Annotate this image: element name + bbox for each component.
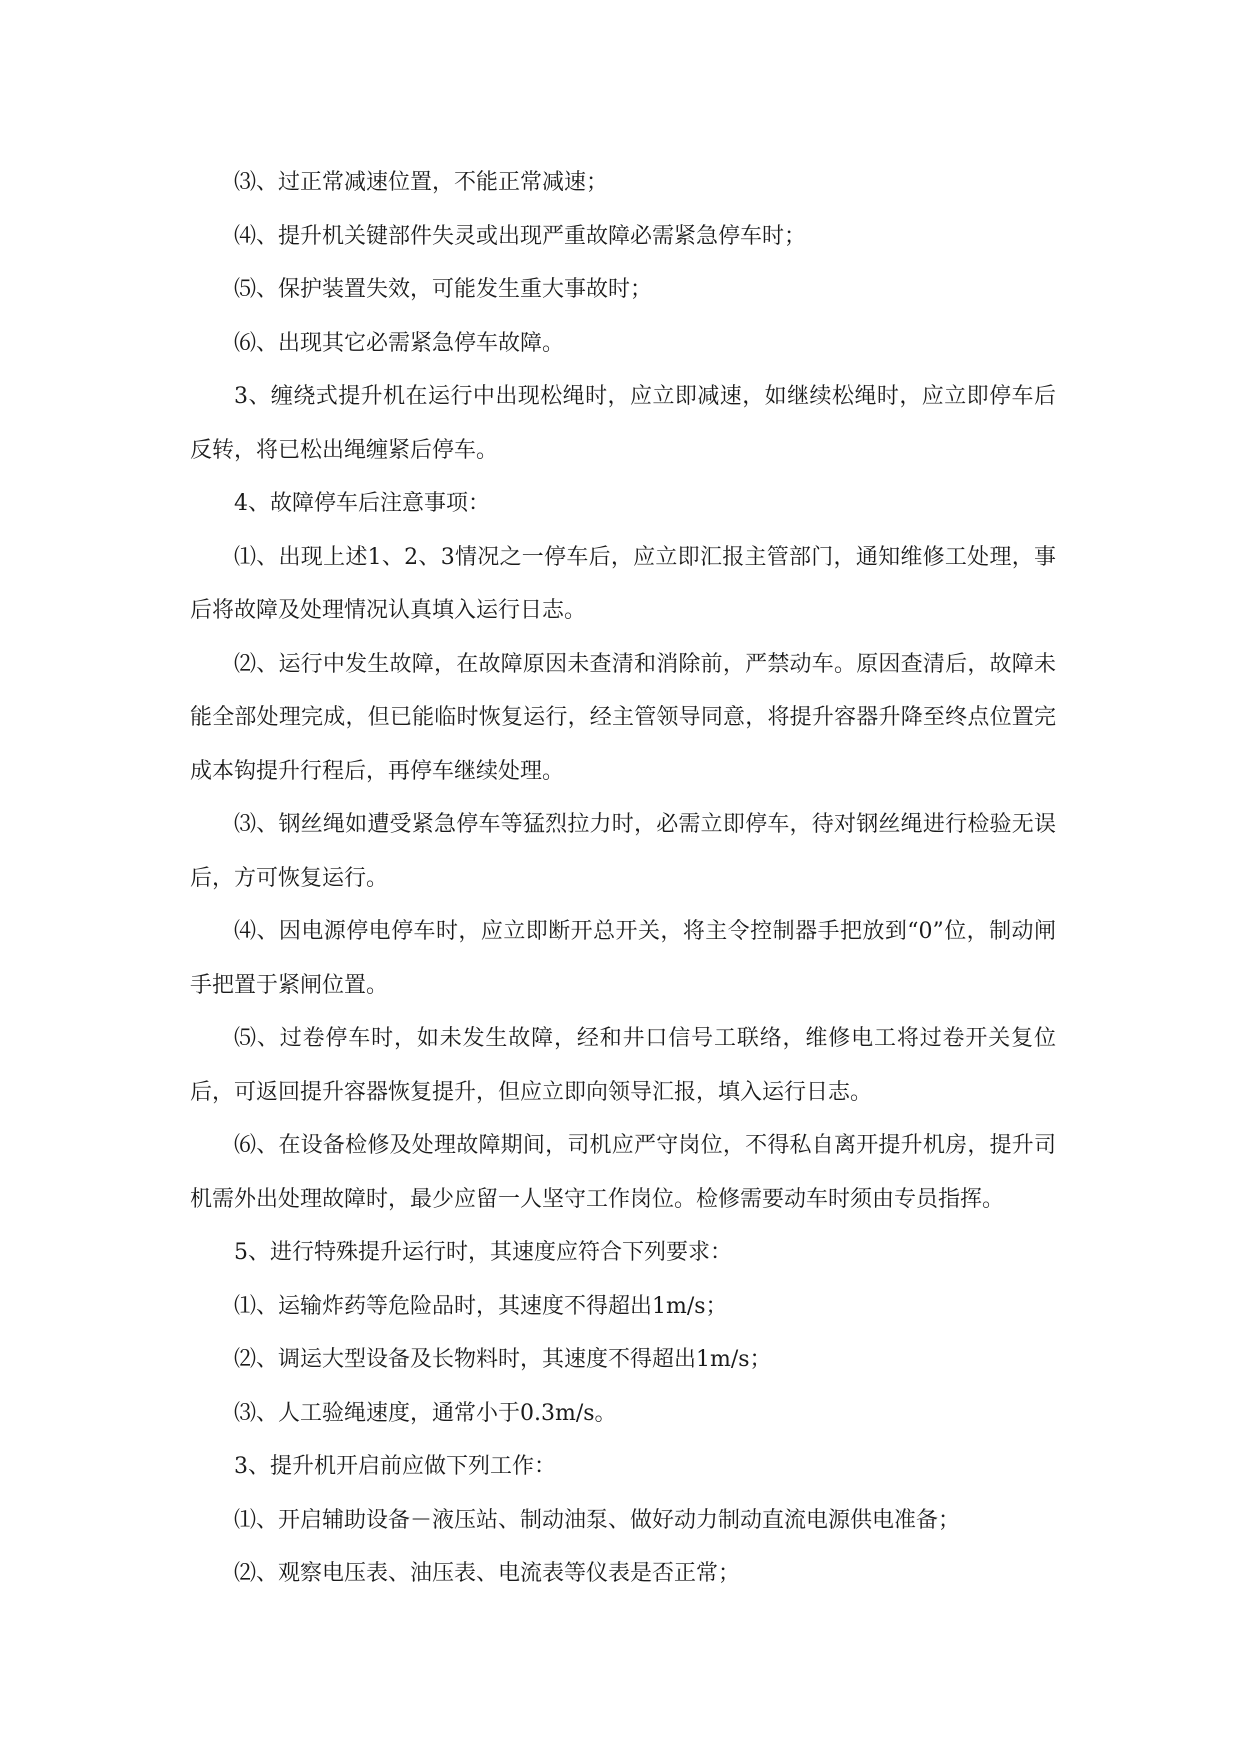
list-item: ⑵、调运大型设备及长物料时，其速度不得超出1m/s；	[234, 1347, 772, 1372]
section-heading: 5、进行特殊提升运行时，其速度应符合下列要求：	[234, 1240, 732, 1265]
list-item: ⑵、观察电压表、油压表、电流表等仪表是否正常；	[234, 1561, 741, 1586]
list-item: ⑶、人工验绳速度，通常小于0.3m/s。	[234, 1400, 617, 1426]
list-item: ⑹、在设备检修及处理故障期间，司机应严守岗位，不得私自离开提升机房，提升司机需外出处理故障时，最少应留一人坚守工作岗位。检修需要动车时须由专员指挥。	[190, 1133, 1056, 1212]
section-heading: 4、故障停车后注意事项：	[234, 491, 490, 516]
list-item: ⑵、运行中发生故障，在故障原因未查清和消除前，严禁动车。原因查清后，故障未能全部处理完成，但已能临时恢复运行，经主管领导同意，将提升容器升降至终点位置完成本钩提升行程后，再停车继续处理。	[190, 651, 1056, 784]
document-body	[190, 156, 1056, 1601]
list-item: ⑹、出现其它必需紧急停车故障。	[234, 330, 565, 356]
section-paragraph: 3、缠绕式提升机在运行中出现松绳时，应立即减速，如继续松绳时，应立即停车后反转，将已松出绳缠紧后停车。	[190, 384, 1056, 463]
list-item: ⑷、因电源停电停车时，应立即断开总开关，将主令控制器手把放到“0”位，制动闸手把置于紧闸位置。	[190, 919, 1056, 998]
list-item: ⑶、过正常减速位置，不能正常减速；	[234, 170, 609, 195]
section-heading: 3、提升机开启前应做下列工作：	[234, 1454, 556, 1479]
list-item: ⑴、运输炸药等危险品时，其速度不得超出1m/s；	[234, 1293, 728, 1319]
list-item: ⑴、开启辅助设备－液压站、制动油泵、做好动力制动直流电源供电准备；	[234, 1507, 961, 1533]
list-item: ⑶、钢丝绳如遭受紧急停车等猛烈拉力时，必需立即停车，待对钢丝绳进行检验无误后，方可恢复运行。	[190, 812, 1056, 891]
list-item: ⑷、提升机关键部件失灵或出现严重故障必需紧急停车时；	[234, 223, 807, 249]
list-item: ⑸、过卷停车时，如未发生故障，经和井口信号工联络，维修电工将过卷开关复位后，可返回提升容器恢复提升，但应立即向领导汇报，填入运行日志。	[190, 1026, 1056, 1105]
list-item: ⑸、保护装置失效，可能发生重大事故时；	[234, 277, 653, 302]
list-item: ⑴、出现上述1、2、3情况之一停车后，应立即汇报主管部门，通知维修工处理，事后将故障及处理情况认真填入运行日志。	[190, 544, 1056, 623]
